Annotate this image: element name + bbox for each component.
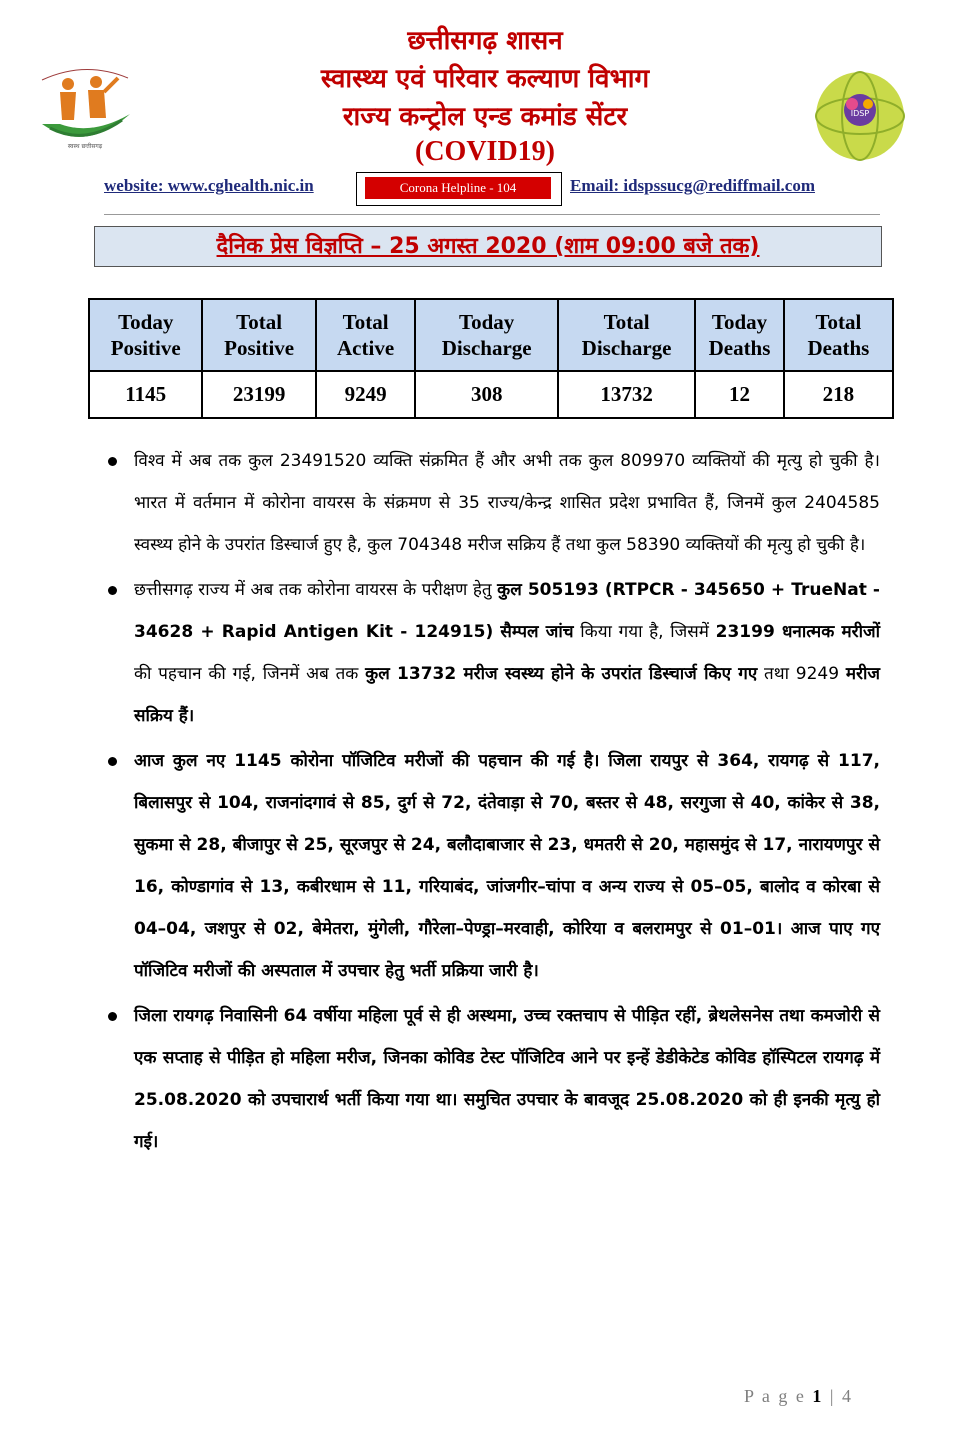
stats-value-row bbox=[89, 371, 893, 418]
press-notes bbox=[104, 440, 880, 1166]
note-world-india bbox=[104, 440, 880, 566]
letterhead bbox=[150, 22, 820, 168]
page-footer bbox=[744, 1386, 853, 1407]
page-total: 4 bbox=[841, 1386, 853, 1406]
header-department: स्वास्थ्य एवं परिवार कल्याण विभाग bbox=[320, 64, 650, 94]
header-total-discharge: Total Discharge bbox=[558, 299, 695, 371]
note-death-report bbox=[104, 995, 880, 1163]
value-total-discharge: 13732 bbox=[558, 371, 695, 418]
bullet-icon bbox=[108, 586, 117, 595]
note-death-report-text: जिला रायगढ़ निवासिनी 64 वर्षीया महिला पूर्व से ही अस्थमा, उच्च रक्तचाप से पीड़ित रहीं, ब्रेथलेसनेस तथा कमजोरी से एक सप्ताह से पीड़ित हो महिला मरीज, जिनका कोविड टेस्ट पॉजिटिव आने पर इन्हें डेडीकेटेड कोविड हॉस्पिटल रायगढ़ में 25.08.2020 को उपचारार्थ भर्ती किया गया था। समुचित उपचार के बावजूद 25.08.2020 को ही इनकी मृत्यु हो गई। bbox=[134, 1006, 880, 1152]
note-world-india-text: विश्व में अब तक कुल 23491520 व्यक्ति संक्रमित हैं और अभी तक कुल 809970 व्यक्तियों की मृत्यु हो चुकी है। भारत में वर्तमान में कोरोना वायरस के संक्रमण से 35 राज्य/केन्द्र शासित प्रदेश प्रभावित हैं, जिनमें कुल 2404585 स्वस्थ्य होने के उपरांत डिस्चार्ज हुए है, कुल 704348 मरीज सक्रिय हैं तथा कुल 58390 व्यक्तियों की मृत्यु हो चुकी है। bbox=[134, 451, 880, 555]
bullet-icon bbox=[108, 757, 117, 766]
stats-header-row bbox=[89, 299, 893, 371]
contact-row bbox=[0, 176, 970, 210]
value-total-deaths: 218 bbox=[784, 371, 893, 418]
helpline-box bbox=[356, 172, 562, 206]
banner-title: दैनिक प्रेस विज्ञप्ति – 25 अगस्त 2020 (शाम 09:00 बजे तक) bbox=[216, 234, 760, 259]
header-total-active: Total Active bbox=[316, 299, 416, 371]
bullet-icon bbox=[108, 1012, 117, 1021]
covid-stats-table bbox=[88, 298, 894, 419]
note-district-cases bbox=[104, 740, 880, 992]
helpline-label: Corona Helpline - 104 bbox=[365, 177, 551, 199]
header-covid: (COVID19) bbox=[415, 136, 555, 167]
left-logo-caption: स्वस्थ छत्तीसगढ़ bbox=[67, 143, 103, 150]
header-govt: छत्तीसगढ़ शासन bbox=[407, 26, 563, 56]
page-separator: | bbox=[823, 1386, 842, 1406]
divider bbox=[104, 214, 880, 215]
page-number: 1 bbox=[812, 1386, 824, 1406]
value-today-discharge: 308 bbox=[415, 371, 558, 418]
website-link[interactable]: website: www.cghealth.nic.in bbox=[104, 176, 314, 195]
note-state-testing: छत्तीसगढ़ राज्य में अब तक कोरोना वायरस के परीक्षण हेतु कुल 505193 (RTPCR - 345650 + TrueNat - 34628 + Rapid Antigen Kit - 124915) सैम्पल जांच किया गया है, जिसमें 23199 धनात्मक मरीजों की पहचान की गई, जिनमें अब तक कुल 13732 मरीज स्वस्थ्य होने के उपरांत डिस्चार्ज किए गए तथा 9249 मरीज सक्रिय हैं। bbox=[104, 569, 880, 737]
email-link[interactable]: Email: idspssucg@rediffmail.com bbox=[570, 176, 815, 195]
header-today-positive: Today Positive bbox=[89, 299, 202, 371]
value-total-positive: 23199 bbox=[202, 371, 315, 418]
header-total-deaths: Total Deaths bbox=[784, 299, 893, 371]
header-total-positive: Total Positive bbox=[202, 299, 315, 371]
header-today-discharge: Today Discharge bbox=[415, 299, 558, 371]
value-today-deaths: 12 bbox=[695, 371, 784, 418]
idsp-logo bbox=[812, 68, 908, 164]
value-total-active: 9249 bbox=[316, 371, 416, 418]
right-logo-caption: IDSP bbox=[850, 109, 870, 118]
page-label: P a g e bbox=[744, 1386, 806, 1406]
header-today-deaths: Today Deaths bbox=[695, 299, 784, 371]
note-district-cases-text: आज कुल नए 1145 कोरोना पॉजिटिव मरीजों की पहचान की गई है। जिला रायपुर से 364, रायगढ़ से 117, बिलासपुर से 104, राजनांदगावं से 85, दुर्ग से 72, दंतेवाड़ा से 70, बस्तर से 48, सरगुजा से 40, कांकेर से 38, सुकमा से 28, बीजापुर से 25, सूरजपुर से 24, बलौदाबाजार से 23, धमतरी से 20, महासमुंद से 17, नारायणपुर से 16, कोण्डागांव से 13, कबीरधाम से 11, गरियाबंद, जांजगीर–चांपा व अन्य राज्य से 05–05, बालोद व कोरबा से 04–04, जशपुर से 02, बेमेतरा, मुंगेली, गौरेला–पेण्ड्रा–मरवाही, कोरिया व बलरामपुर से 01–01। आज पाए गए पॉजिटिव मरीजों की अस्पताल में उपचार हेतु भर्ती प्रक्रिया जारी है। bbox=[134, 751, 880, 981]
state-health-logo bbox=[30, 62, 140, 152]
bullet-icon bbox=[108, 457, 117, 466]
value-today-positive: 1145 bbox=[89, 371, 202, 418]
press-release-banner bbox=[94, 226, 882, 267]
header-centre: राज्य कन्ट्रोल एन्ड कमांड सेंटर bbox=[342, 102, 628, 132]
